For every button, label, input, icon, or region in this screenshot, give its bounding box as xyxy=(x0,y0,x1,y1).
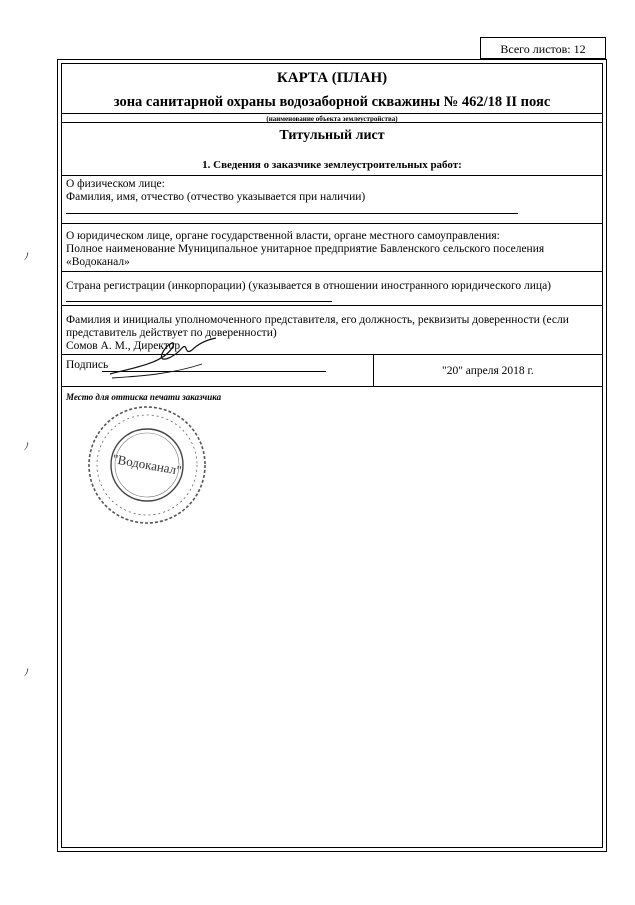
individual-label: О физическом лице: xyxy=(66,178,165,190)
stamp-place-label: Место для оттиска печати заказчика xyxy=(66,392,222,402)
margin-mark: ﾉ xyxy=(24,252,29,263)
section-title: 1. Сведения о заказчике землеустроительных работ: xyxy=(202,159,462,171)
divider xyxy=(62,386,602,387)
map-title: КАРТА (ПЛАН) xyxy=(276,70,388,86)
divider xyxy=(62,175,602,176)
legal-entity-name-cont: «Водоканал» xyxy=(66,256,130,268)
country-underline xyxy=(66,301,332,302)
representative-name: Сомов А. М., Директор xyxy=(66,340,181,352)
individual-fio-label: Фамилия, имя, отчество (отчество указывается при наличии) xyxy=(66,191,366,203)
document-inner-frame xyxy=(61,63,603,848)
divider xyxy=(62,223,602,224)
representative-label-cont: представитель действует по доверенности) xyxy=(66,327,277,339)
legal-entity-name: Полное наименование Муниципальное унитарное предприятие Бавленского сельского поселения xyxy=(66,243,545,255)
divider xyxy=(62,271,602,272)
legal-entity-label: О юридическом лице, органе государственной власти, органе местного самоуправления: xyxy=(66,230,500,242)
divider xyxy=(62,113,602,114)
organization-stamp xyxy=(84,402,210,528)
representative-label: Фамилия и инициалы уполномоченного представителя, его должность, реквизиты доверенности (если xyxy=(66,314,569,326)
sheet-count-box: Всего листов: 12 xyxy=(480,37,606,59)
page-title: Титульный лист xyxy=(279,128,385,143)
object-name: зона санитарной охраны водозаборной скважины № 462/18 II пояс xyxy=(113,94,551,110)
object-name-caption: (наименование объекта землеустройства) xyxy=(266,115,398,123)
margin-mark: ﾉ xyxy=(24,668,29,679)
fio-underline xyxy=(66,213,518,214)
divider xyxy=(62,122,602,123)
signature-date: "20" апреля 2018 г. xyxy=(442,365,534,377)
registration-country-label: Страна регистрации (инкорпорации) (указывается в отношении иностранного юридического лица) xyxy=(66,280,551,292)
document-frame xyxy=(57,59,607,852)
margin-mark: ﾉ xyxy=(24,442,29,453)
stamp-text: "Водоканал" xyxy=(111,451,183,478)
signature-label: Подпись xyxy=(66,359,109,371)
signature-scribble xyxy=(102,334,222,386)
divider xyxy=(62,305,602,306)
column-divider xyxy=(373,354,374,386)
